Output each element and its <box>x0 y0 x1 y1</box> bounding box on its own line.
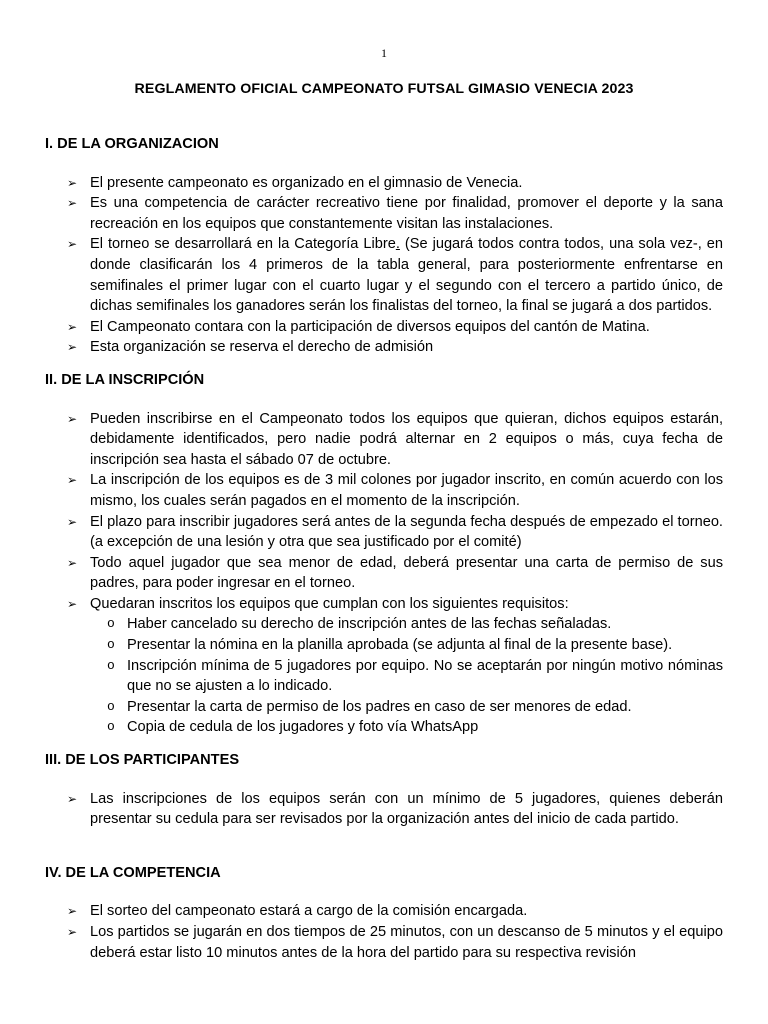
circle-bullet-icon: o <box>107 657 115 673</box>
arrow-bullet-icon: ➢ <box>67 473 78 488</box>
section-organizacion <box>45 134 723 358</box>
bullet-list <box>45 409 723 739</box>
list-item: ➢ La inscripción de los equipos es de 3 mil colones por jugador inscrito, en común acuerdo con los mismo, los cuales serán pagados en el momento de la inscripción. <box>67 472 723 509</box>
arrow-bullet-icon: ➢ <box>67 514 78 529</box>
list-item: ➢ Pueden inscribirse en el Campeonato todos los equipos que quieran, dichos equipos estarán, debidamente identificados, pero nadie podrá alternar en 2 equipos o más, cuya fecha de inscripción sea hasta el sábado 07 de octubre. <box>67 410 723 468</box>
bullet-list <box>45 789 723 830</box>
list-item: ➢ El plazo para inscribir jugadores será antes de la segunda fecha después de empezado el torneo. (a excepción de una lesión y otra que sea justificado por el comité) <box>67 513 723 551</box>
sub-list-item: o Presentar la nómina en la planilla aprobada (se adjunta al final de la presente base). <box>90 635 723 656</box>
arrow-bullet-icon: ➢ <box>67 411 78 426</box>
section-heading: I. DE LA ORGANIZACION <box>45 136 219 152</box>
section-participantes <box>45 750 723 830</box>
arrow-bullet-icon: ➢ <box>67 196 78 211</box>
section-competencia <box>45 863 723 963</box>
sub-list-item: o Presentar la carta de permiso de los padres en caso de ser menores de edad. <box>90 697 723 718</box>
arrow-bullet-icon: ➢ <box>67 237 78 252</box>
list-item: ➢ Esta organización se reserva el derecho de admisión <box>45 337 723 358</box>
bullet-list <box>45 173 723 358</box>
circle-bullet-icon: o <box>107 616 115 632</box>
sub-bullet-list <box>90 614 723 738</box>
bullet-list <box>45 901 723 963</box>
arrow-bullet-icon: ➢ <box>67 904 78 919</box>
sub-list-item: o Copia de cedula de los jugadores y foto vía WhatsApp <box>90 717 723 738</box>
page-number: 1 <box>381 46 387 60</box>
list-item: ➢ Los partidos se jugarán en dos tiempos de 25 minutos, con un descanso de 5 minutos y el equipo deberá estar listo 10 minutos antes de la hora del partido para su respectiva revisión <box>67 924 723 961</box>
list-item: ➢ Es una competencia de carácter recreativo tiene por finalidad, promover el deporte y la sana recreación en los equipos que constantemente visitan las instalaciones. <box>67 195 723 232</box>
section-heading: III. DE LOS PARTICIPANTES <box>45 752 240 769</box>
section-heading: II. DE LA INSCRIPCIÓN <box>45 371 205 388</box>
list-item: ➢ Todo aquel jugador que sea menor de edad, deberá presentar una carta de permiso de sus padres, para poder ingresar en el torneo. <box>67 554 723 592</box>
section-inscripcion <box>45 370 723 738</box>
sub-list-item: o Haber cancelado su derecho de inscripción antes de las fechas señaladas. <box>90 614 723 635</box>
arrow-bullet-icon: ➢ <box>67 340 78 355</box>
circle-bullet-icon: o <box>107 637 115 653</box>
section-heading: IV. DE LA COMPETENCIA <box>45 864 221 881</box>
arrow-bullet-icon: ➢ <box>67 791 78 806</box>
list-item: ➢ El sorteo del campeonato estará a cargo de la comisión encargada. <box>45 901 723 922</box>
list-item: ➢ El Campeonato contara con la participación de diversos equipos del cantón de Matina. <box>45 317 723 338</box>
arrow-bullet-icon: ➢ <box>67 925 78 939</box>
arrow-bullet-icon: ➢ <box>67 319 78 334</box>
arrow-bullet-icon: ➢ <box>67 555 78 570</box>
list-item: ➢ Quedaran inscritos los equipos que cumplan con los siguientes requisitos: o Haber cancelado su derecho de inscripción antes de las fechas señaladas. o Presentar la nómina en la planilla aprobada (se adjunta al final de la presente base). o Inscripción mínima de 5 jugadores por equipo. No se aceptarán por ningún motivo nóminas que no se ajusten a lo indicado. o Presentar la carta de permiso de los padres en caso de ser menores de edad. o Copia de cedula de los jugadores y foto vía WhatsApp <box>45 594 723 738</box>
arrow-bullet-icon: ➢ <box>67 596 78 611</box>
sub-list-item: o Inscripción mínima de 5 jugadores por equipo. No se aceptarán por ningún motivo nóminas que no se ajusten a lo indicado. <box>107 657 723 695</box>
list-item: ➢ El presente campeonato es organizado en el gimnasio de Venecia. <box>45 173 723 194</box>
circle-bullet-icon: o <box>107 698 115 714</box>
list-item: ➢ Las inscripciones de los equipos serán con un mínimo de 5 jugadores, quienes deberán presentar su cedula para ser revisados por la organización antes del inicio de cada partido. <box>67 790 723 828</box>
document-body <box>45 134 723 963</box>
arrow-bullet-icon: ➢ <box>67 175 78 190</box>
list-item: ➢ El torneo se desarrollará en la Categoría Libre. (Se jugará todos contra todos, una sola vez-, en donde clasificarán los 4 primeros de la tabla general, para posteriormente enfrentarse en semifinales el primer lugar con el cuarto lugar y el segundo con el tercero a partido único, de dichas semifinales los ganadores serán los finalistas del torneo, la final se jugará a dos partidos. <box>67 236 724 315</box>
circle-bullet-icon: o <box>107 719 115 735</box>
document-title: REGLAMENTO OFICIAL CAMPEONATO FUTSAL GIMASIO VENECIA 2023 <box>134 81 634 97</box>
